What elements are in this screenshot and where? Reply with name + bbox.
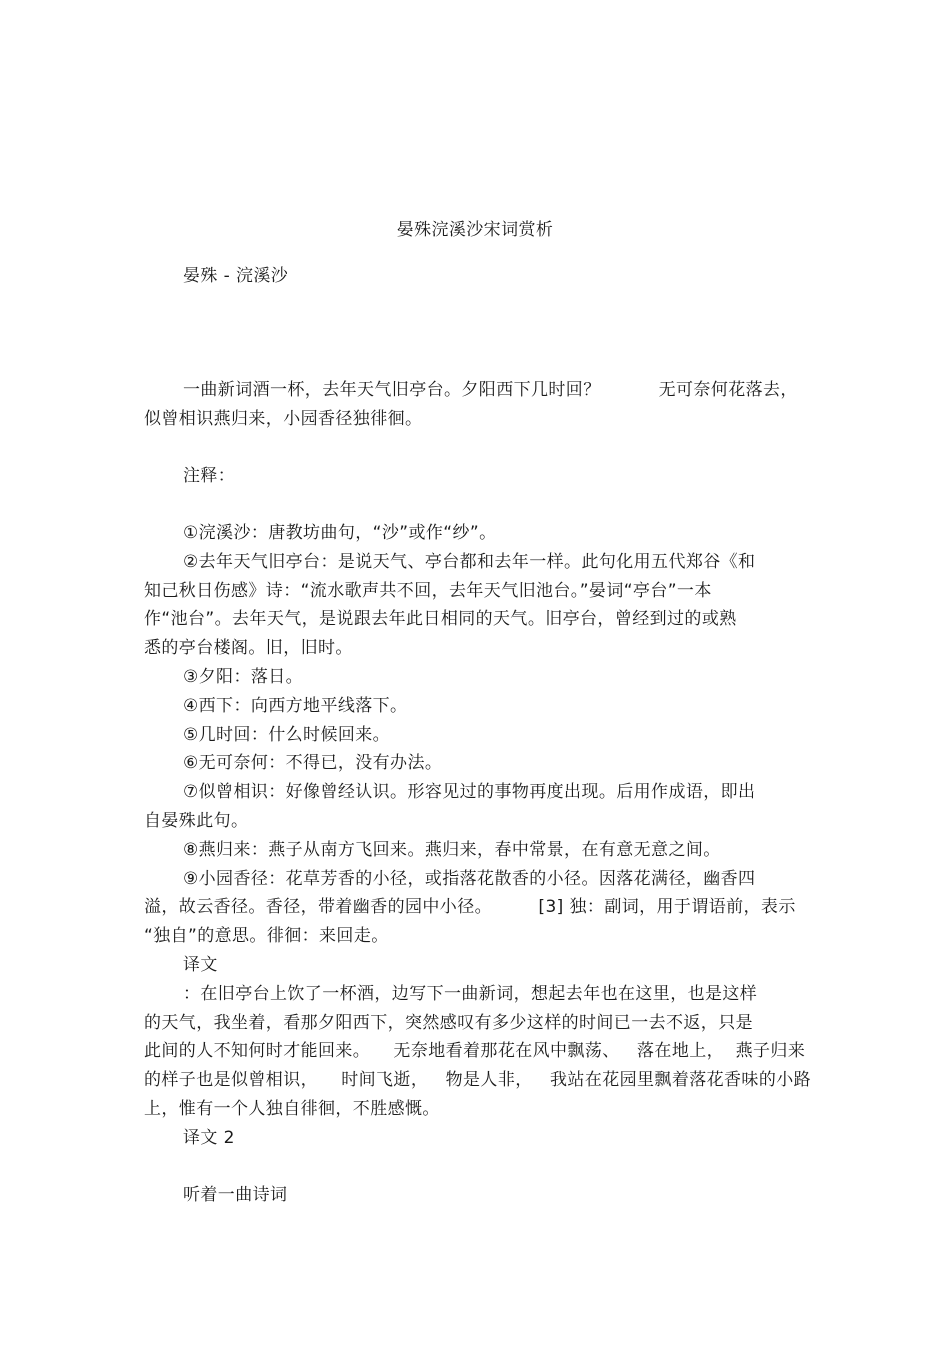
translation-line: 此间的人不知何时才能回来。 无奈地看着那花在风中飘荡、 落在地上， 燕子归来 <box>144 1041 806 1061</box>
translation-heading: 译文 <box>183 955 218 975</box>
note-line: ⑨小园香径：花草芳香的小径，或指落花散香的小径。因落花满径，幽香四 <box>183 869 756 889</box>
document-title: 晏殊浣溪沙宋词赏析 <box>396 220 554 240</box>
note-line: ④西下：向西方地平线落下。 <box>183 696 408 716</box>
note-line: ②去年天气旧亭台：是说天气、亭台都和去年一样。此句化用五代郑谷《和 <box>183 552 756 572</box>
note-line: ①浣溪沙：唐教坊曲句，“沙”或作“纱”。 <box>183 523 497 543</box>
note-line: ⑥无可奈何：不得已，没有办法。 <box>183 753 443 773</box>
note-line: ⑧燕归来：燕子从南方飞回来。燕归来，春中常景，在有意无意之间。 <box>183 840 721 860</box>
note-line: 自晏殊此句。 <box>144 811 249 831</box>
note-line: 溢，故云香径。香径，带着幽香的园中小径。 [3] 独：副词，用于谓语前，表示 <box>144 897 796 917</box>
translation-line: ：在旧亭台上饮了一杯酒，边写下一曲新词，想起去年也在这里，也是这样 <box>183 984 758 1004</box>
note-line: ③夕阳：落日。 <box>183 667 304 687</box>
note-line: ⑤几时回：什么时候回来。 <box>183 725 391 745</box>
document-subtitle: 晏殊 - 浣溪沙 <box>183 266 289 286</box>
note-line: ⑦似曾相识：好像曾经认识。形容见过的事物再度出现。后用作成语，即出 <box>183 782 756 802</box>
translation2-heading: 译文 2 <box>183 1128 235 1148</box>
note-line: “独自”的意思。徘徊：来回走。 <box>144 926 389 946</box>
translation-line: 的天气，我坐着，看那夕阳西下，突然感叹有多少这样的时间已一去不返，只是 <box>144 1013 753 1033</box>
note-line: 悉的亭台楼阁。旧，旧时。 <box>144 638 353 658</box>
note-line: 作“池台”。去年天气，是说跟去年此日相同的天气。旧亭台，曾经到过的或熟 <box>144 609 737 629</box>
poem-line: 一曲新词酒一杯，去年天气旧亭台。夕阳西下几时回？ 无可奈何花落去， <box>183 380 798 400</box>
translation-line: 上，惟有一个人独自徘徊，不胜感慨。 <box>144 1099 440 1119</box>
translation-line: 的样子也是似曾相识， 时间飞逝， 物是人非， 我站在花园里飘着落花香味的小路 <box>144 1070 812 1090</box>
notes-heading: 注释： <box>183 466 236 486</box>
translation2-line: 听着一曲诗词 <box>183 1185 288 1205</box>
poem-line: 似曾相识燕归来，小园香径独徘徊。 <box>144 409 423 429</box>
note-line: 知己秋日伤感》诗：“流水歌声共不回，去年天气旧池台。”晏词“亭台”一本 <box>144 581 712 601</box>
